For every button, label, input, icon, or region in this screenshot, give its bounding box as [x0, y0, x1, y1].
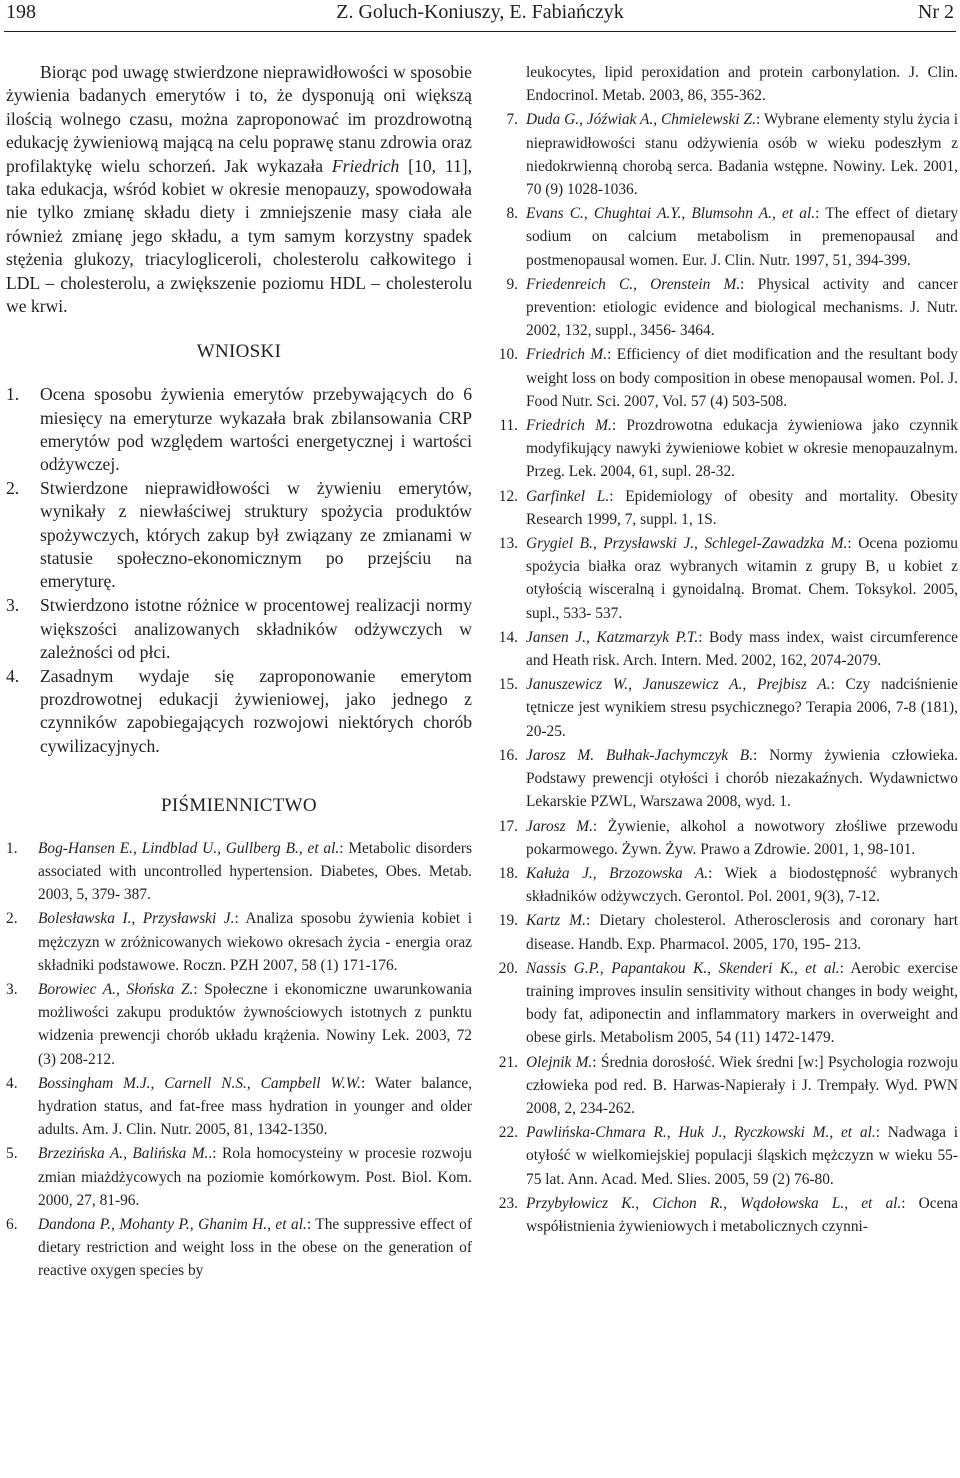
issue-number: Nr 2: [917, 1, 954, 23]
reference-authors: Kałuża J., Brzozowska A.: [526, 864, 709, 882]
reference-text: : Analiza sposobu żywienia kobiet i mężczyzn w zróżnicowanych wiekowo okresach życia - energia oraz składniki podstawowe. Roczn. PZH 2007, 58 (1) 171-176.: [38, 910, 472, 974]
reference-text: : Ocena poziomu spożycia białka oraz wybranych witamin z grupy B, u kobiet z otyłością wisceralną i gynoidalną. Bromat. Chem. Toksykol. 2005, supl., 533- 537.: [526, 535, 958, 622]
reference-authors: Przybyłowicz K., Cichon R., Wądołowska L., et al.: [526, 1194, 902, 1212]
reference-text: : Społeczne i ekonomiczne uwarunkowania możliwości zakupu produktów żywnościowych istotnych z punktu widzenia prewencji chorób układu krążenia. Nowiny Lek. 2003, 72 (3) 208-212.: [38, 980, 472, 1068]
reference-6-continuation: leukocytes, lipid peroxidation and protein carbonylation. J. Clin. Endocrinol. Metab. 2003, 86, 355-362.: [526, 64, 958, 105]
reference-text: : Metabolic disorders associated with uncontrolled hypertension. Diabetes, Obes. Metab. 2003, 5, 379- 387.: [38, 839, 472, 904]
reference-item: [490, 957, 958, 1050]
reference-number: 19.: [498, 912, 518, 930]
reference-text: : Physical activity and cancer prevention: etiologic evidence and biological mechanisms. J. Nutr. 2002, 132, suppl., 3456- 3464.: [526, 275, 958, 340]
conclusion-number: 4.: [6, 665, 20, 686]
reference-text: : Ocena współistnienia żywieniowych i metabolicznych czynni-: [526, 1194, 958, 1235]
reference-number: 17.: [498, 817, 518, 835]
running-head-authors: Z. Goluch-Koniuszy, E. Fabiańczyk: [336, 1, 624, 23]
reference-number: 21.: [498, 1053, 518, 1071]
conclusion-text: Stwierdzone nieprawidłowości w żywieniu emerytów, wynikały z niewłaściwej struktury spożycia produktów spożywczych, których zakup był związany ze zmianami w statusie społeczno-ekonomicznym po przejściu na emeryturę.: [40, 478, 472, 592]
reference-number: 23.: [498, 1194, 518, 1212]
references-list-right: [490, 108, 958, 1238]
reference-authors: Friedrich M.: [526, 417, 612, 435]
reference-number: 10.: [498, 346, 518, 364]
reference-authors: Jansen J., Katzmarzyk P.T.: [526, 628, 699, 646]
reference-item: [490, 485, 958, 531]
conclusion-number: 1.: [6, 384, 20, 405]
reference-text: : Wiek a biodostępność wybranych składników odżywczych. Gerontol. Pol. 2001, 9(3), 7-12.: [526, 864, 958, 906]
reference-number: 5.: [6, 1145, 18, 1163]
reference-item: [490, 1192, 958, 1238]
reference-number: 7.: [506, 111, 518, 129]
intro-paragraph: [6, 61, 472, 318]
reference-number: 6.: [6, 1215, 18, 1233]
conclusion-number: 2.: [6, 478, 20, 499]
reference-item: [490, 414, 958, 484]
reference-item: [490, 626, 958, 672]
page-number: 198: [6, 1, 36, 23]
reference-text: : Water balance, hydration status, and fat-free mass hydration in younger and older adults. Am. J. Clin. Nutr. 2005, 81, 1342-1350.: [38, 1074, 472, 1139]
reference-item: [490, 1051, 958, 1121]
conclusion-text: Zasadnym wydaje się zaproponowanie emerytom prozdrowotnej edukacji żywieniowej, jako jednego z czynników zapobiegających rozwojowi niektórych chorób cywilizacyjnych.: [40, 665, 472, 756]
conclusion-item: [6, 477, 472, 593]
reference-number: 18.: [498, 864, 518, 882]
reference-text: : Nadwaga i otyłość w wielkomiejskiej populacji śląskich mężczyzn w wieku 55-75 lat. Ann. Acad. Med. Slies. 2005, 59 (2) 76-80.: [526, 1124, 958, 1188]
reference-text: : Wybrane elementy stylu życia i nieprawidłowości stanu odżywienia osób w wieku podeszłym z niedokrwienną chorobą serca. Badania wstępne. Nowiny. Lek. 2001, 70 (9) 1028-1036.: [526, 111, 958, 199]
conclusion-item: [6, 594, 472, 664]
intro-text-2-post: [10, 11], taka edukacja, wśród kobiet w okresie menopauzy, spowodowała nie tylko zmianę składu diety i zmniejszenie masy ciała ale również zmianę jego składu, a tym samym korzystny spadek stężenia glukozy, triacylogliceroli, cholesterolu całkowitego i LDL – cholesterolu, a zwiększenie poziomu HDL – cholesterolu we krwi.: [6, 155, 472, 317]
reference-text: : Czy nadciśnienie tętnicze jest wynikiem stresu psychicznego? Terapia 2006, 7-8 (181), 20-25.: [526, 676, 958, 740]
reference-item: [6, 907, 472, 977]
reference-authors: Bossingham M.J., Carnell N.S., Campbell W.W.: [38, 1074, 361, 1092]
reference-text: : Aerobic exercise training improves insulin sensitivity without changes in body weight, body fat, adiponectin and inflammatory markers in overweight and obese girls. Metabolism 2005, 54 (11) 1472-1479.: [526, 959, 958, 1047]
reference-authors: Pawlińska-Chmara R., Huk J., Ryczkowski M., et al.: [526, 1124, 876, 1142]
reference-item: [490, 532, 958, 625]
reference-authors: Duda G., Jóźwiak A., Chmielewski Z.: [526, 111, 756, 129]
reference-item: [6, 978, 472, 1071]
reference-item: [490, 862, 958, 908]
intro-text-1: Biorąc pod uwagę stwierdzone nieprawidłowości w sposobie żywienia badanych emerytów i to, że dysponują oni większą ilością wolnego czasu, można zaproponować im prozdrowotną edukację żywieniową mającą na celu poprawę stanu zdrowia oraz profilaktykę wielu schorzeń.: [6, 62, 472, 176]
reference-text: : The suppressive effect of dietary restriction and weight loss in the obese on the generation of reactive oxygen species by: [38, 1215, 472, 1280]
intro-citation-author: Friedrich: [331, 155, 400, 176]
reference-item: [490, 673, 958, 743]
reference-text: : Prozdrowotna edukacja żywieniowa jako czynnik modyfikujący nawyki żywieniowe kobiet w okresie menopauzalnym. Przeg. Lek. 2004, 61, supl. 28-32.: [526, 417, 958, 481]
conclusion-text: Ocena sposobu żywienia emerytów przebywających do 6 miesięcy na emeryturze wykazała brak zbilansowania CRP emerytów pod względem wartości energetycznej i wartości odżywczej.: [40, 384, 472, 475]
reference-item: [6, 837, 472, 907]
reference-authors: Nassis G.P., Papantakou K., Skenderi K., et al.: [526, 959, 840, 977]
reference-item: [490, 1121, 958, 1191]
reference-number: 14.: [498, 628, 518, 646]
reference-authors: Evans C., Chughtai A.Y., Blumsohn A., et al.: [526, 205, 816, 223]
reference-number: 16.: [498, 746, 518, 764]
reference-text: : Żywienie, alkohol a nowotwory złośliwe przewodu pokarmowego. Żywn. Żyw. Prawo a Zdrowie. 2001, 1, 98-101.: [526, 817, 958, 858]
reference-number: 8.: [506, 205, 518, 223]
reference-number: 4.: [6, 1074, 18, 1092]
reference-authors: Garfinkel L.: [526, 487, 610, 505]
reference-authors: Januszewicz W., Januszewicz A., Prejbisz A.: [526, 676, 831, 694]
reference-item: [490, 108, 958, 201]
running-header: [0, 0, 960, 24]
conclusion-item: [6, 665, 472, 758]
reference-authors: Kartz M.: [526, 912, 586, 930]
reference-number: 9.: [506, 275, 518, 293]
reference-text: : Body mass index, waist circumference and Heath risk. Arch. Intern. Med. 2002, 162, 2074-2079.: [526, 628, 958, 670]
reference-text: : Efficiency of diet modification and the resultant body weight loss on body composition in obese menopausal women. Pol. J. Food Nutr. Sci. 2007, Vol. 57 (4) 503-508.: [526, 346, 958, 410]
reference-item: [6, 1072, 472, 1142]
right-column: [490, 61, 958, 1471]
reference-number: 20.: [498, 959, 518, 977]
reference-item: [490, 815, 958, 861]
reference-text: .: Rola homocysteiny w procesie rozwoju zmian miażdżycowych na poziomie komórkowym. Post. Biol. Kom. 2000, 27, 81-96.: [38, 1145, 472, 1209]
reference-item: [6, 1142, 472, 1212]
conclusions-list: [6, 383, 472, 757]
reference-item: [6, 1213, 472, 1283]
left-column: [6, 61, 472, 1471]
reference-item: [490, 744, 958, 814]
reference-authors: Bolesławska I., Przysławski J.: [38, 910, 235, 928]
intro-text-2-pre: Jak wykazała: [224, 155, 324, 176]
reference-text: : The effect of dietary sodium on calcium metabolism in premenopausal and postmenopausal women. Eur. J. Clin. Nutr. 1997, 51, 394-399.: [526, 205, 958, 269]
conclusions-heading: WNIOSKI: [196, 341, 282, 363]
header-rule: [4, 31, 956, 32]
reference-text: : Normy żywienia człowieka. Podstawy prewencji otyłości i chorób niezakaźnych. Wydawnictwo Lekarskie PZWL, Warszawa 2008, wyd. 1.: [526, 746, 958, 811]
reference-authors: Brzezińska A., Balińska M.: [38, 1145, 209, 1163]
references-heading: PIŚMIENNICTWO: [161, 794, 317, 816]
reference-authors: Bog-Hansen E., Lindblad U., Gullberg B., et al.: [38, 839, 340, 857]
reference-number: 2.: [6, 910, 18, 928]
reference-authors: Friedenreich C., Orenstein M.: [526, 275, 741, 293]
reference-item: [490, 343, 958, 413]
reference-authors: Friedrich M.: [526, 346, 608, 364]
reference-authors: Grygiel B., Przysławski J., Schlegel-Zawadzka M.: [526, 535, 848, 553]
conclusion-item: [6, 383, 472, 476]
conclusion-number: 3.: [6, 595, 20, 616]
conclusion-text: Stwierdzono istotne różnice w procentowej realizacji normy większości analizowanych składników odżywczych w zależności od płci.: [40, 595, 472, 662]
reference-item: [490, 909, 958, 955]
reference-number: 22.: [498, 1124, 518, 1142]
reference-number: 15.: [498, 676, 518, 694]
reference-authors: Dandona P., Mohanty P., Ghanim H., et al.: [38, 1215, 307, 1233]
reference-number: 3.: [6, 980, 18, 998]
reference-item: [490, 273, 958, 343]
reference-text: : Średnia dorosłość. Wiek średni [w:] Psychologia rozwoju człowieka pod red. B. Harwas-Napierały i J. Trempały. Wyd. PWN 2008, 2, 234-262.: [526, 1053, 958, 1117]
reference-authors: Jarosz M. Bułhak-Jachymczyk B.: [526, 746, 754, 764]
references-list-left: [6, 837, 472, 1283]
reference-authors: Borowiec A., Słońska Z.: [38, 980, 194, 998]
reference-authors: Jarosz M.: [526, 817, 593, 835]
reference-text: : Epidemiology of obesity and mortality. Obesity Research 1999, 7, suppl. 1, 1S.: [526, 487, 958, 528]
reference-authors: Olejnik M.: [526, 1053, 593, 1071]
reference-number: 11.: [499, 417, 518, 435]
reference-number: 13.: [498, 535, 518, 553]
reference-text: : Dietary cholesterol. Atherosclerosis and coronary hart disease. Handb. Exp. Pharmacol. 2005, 170, 195- 213.: [526, 912, 958, 953]
reference-item: [490, 202, 958, 272]
reference-number: 1.: [6, 839, 18, 857]
reference-number: 12.: [498, 487, 518, 505]
